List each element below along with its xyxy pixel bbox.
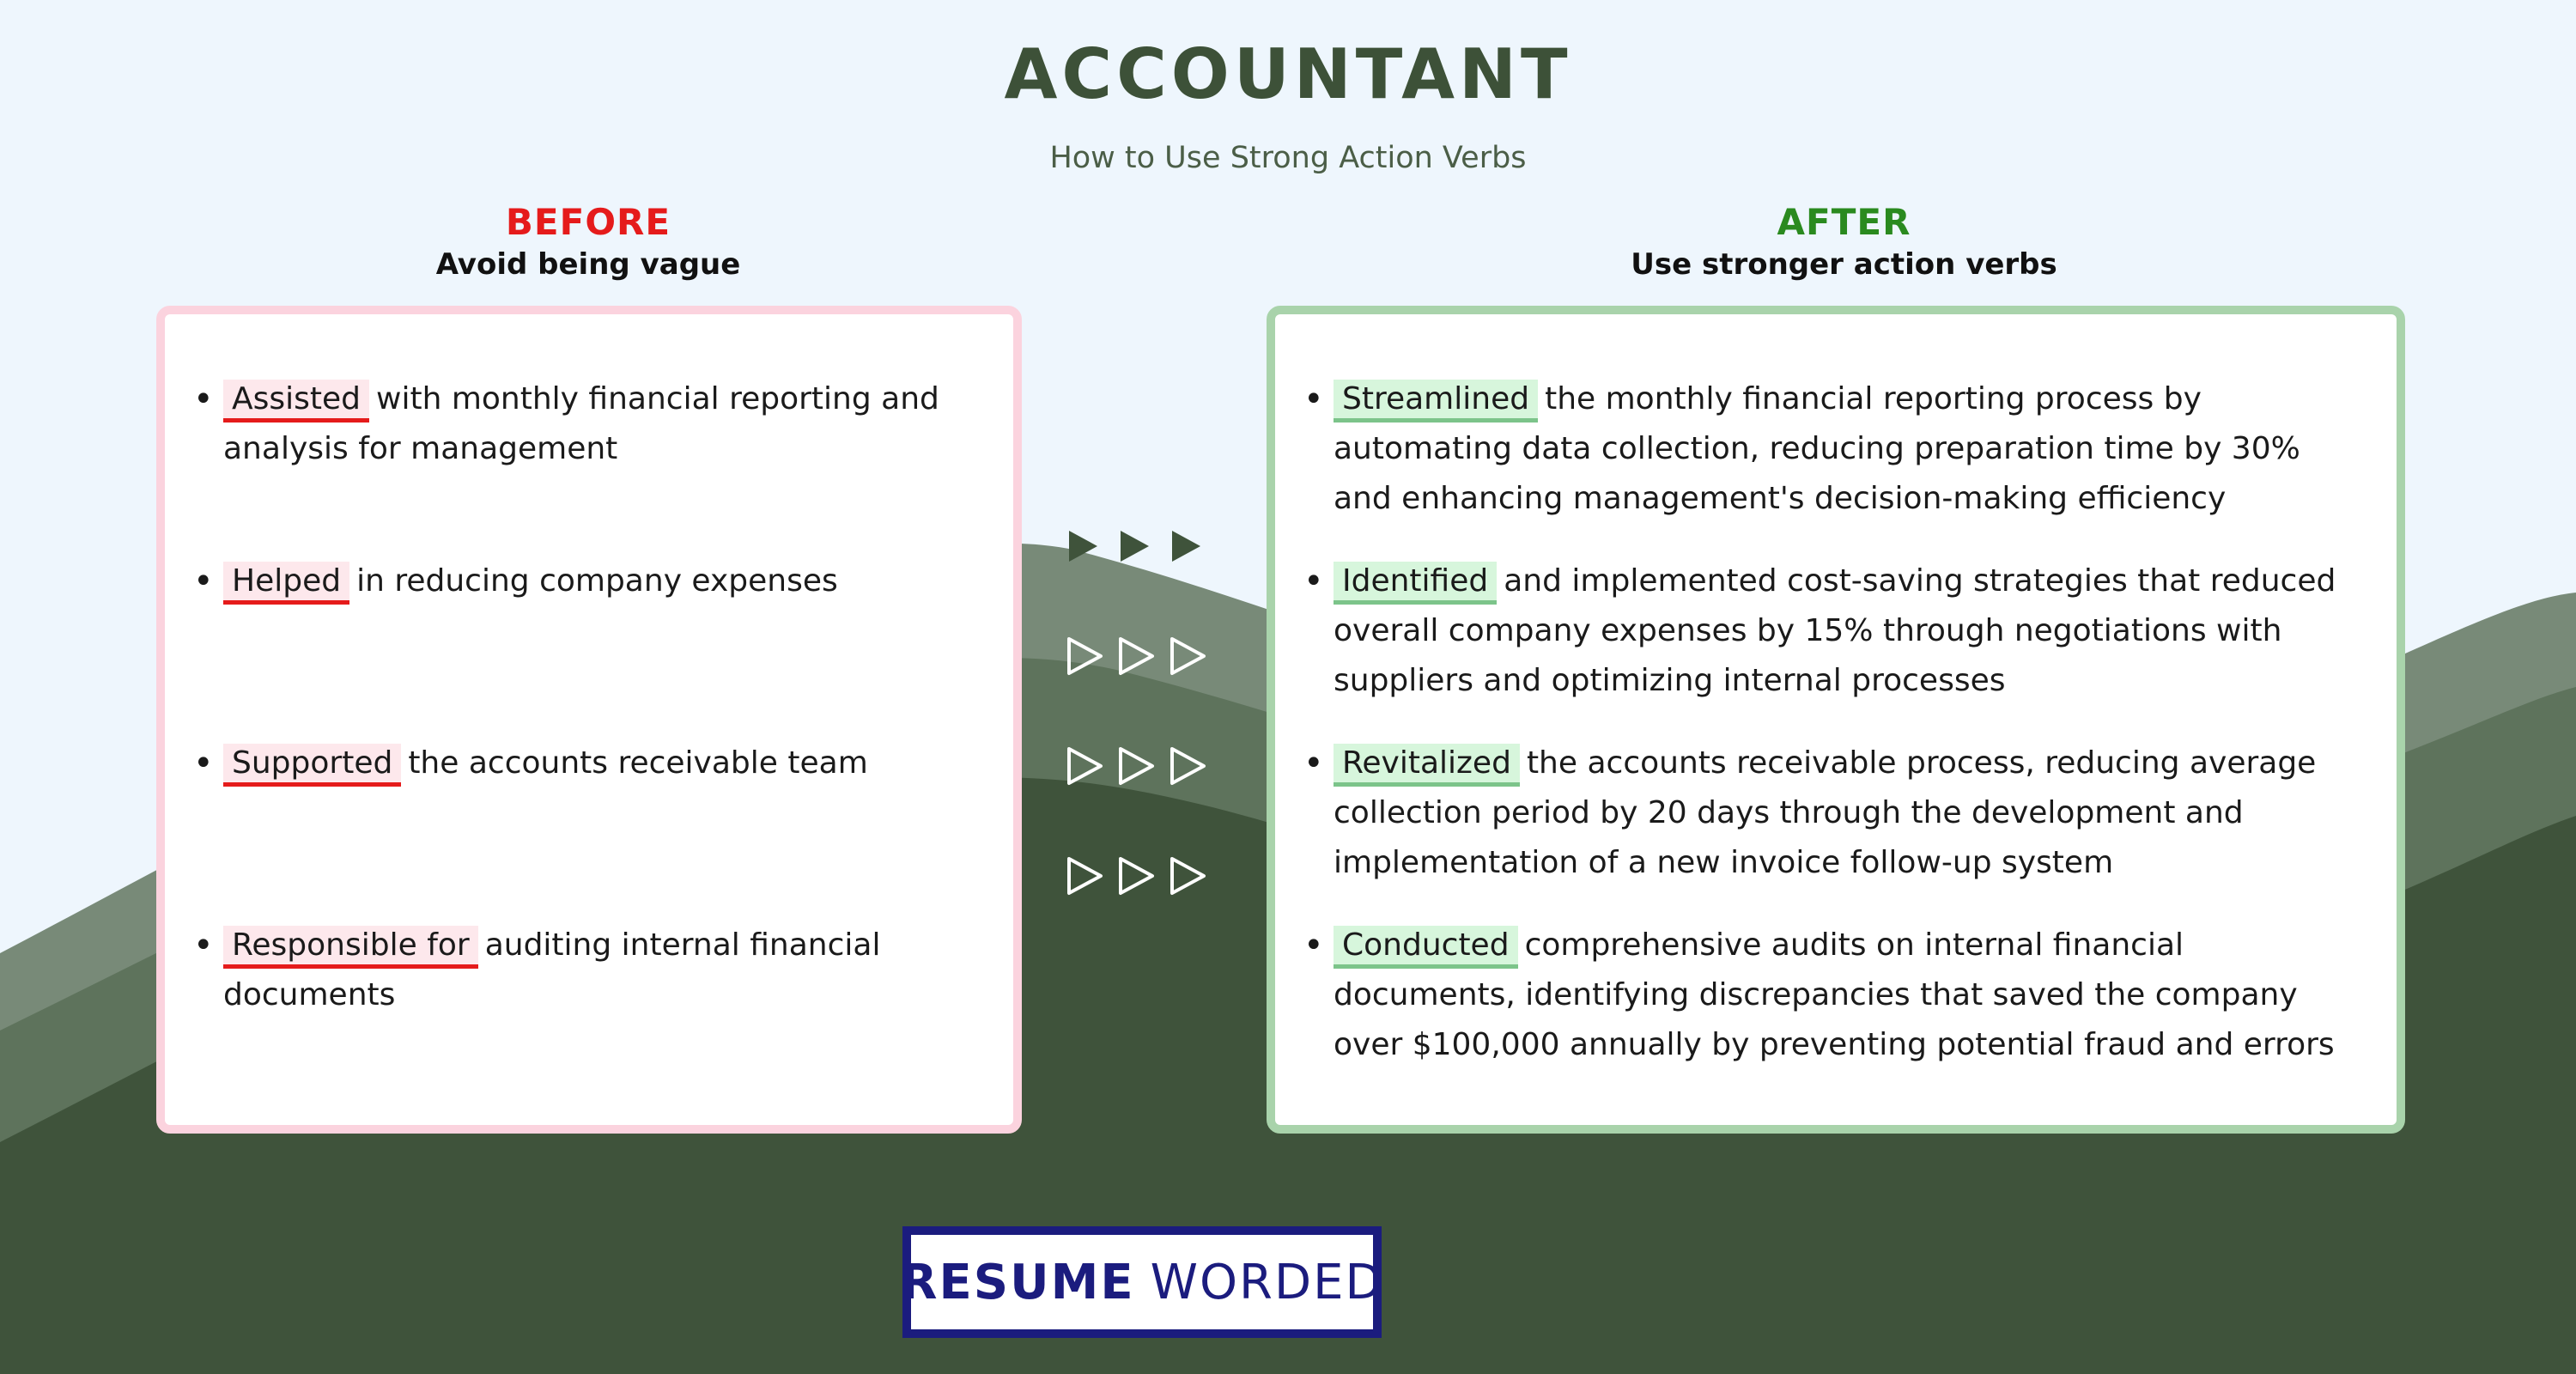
- item-text: in reducing company expenses: [356, 563, 838, 599]
- play-arrow-outline-icon: [1069, 859, 1204, 893]
- after-card: [1267, 306, 2405, 1134]
- before-subtitle: Avoid being vague: [435, 247, 741, 282]
- strong-verb: Conducted: [1334, 926, 1518, 969]
- bullet-icon: •: [193, 562, 214, 601]
- bullet-icon: •: [1303, 562, 1324, 601]
- play-arrow-icon: [1069, 531, 1200, 562]
- strong-verb: Revitalized: [1334, 744, 1520, 787]
- page-title: ACCOUNTANT: [1004, 34, 1572, 114]
- weak-verb: Responsible for: [223, 926, 478, 969]
- item-text: and implemented cost-saving strategies that reduced overall company expenses by 15% through negotiations with suppliers and optimizing internal processes: [1334, 563, 2336, 698]
- page-subtitle: How to Use Strong Action Verbs: [1049, 141, 1527, 175]
- item-text: comprehensive audits on internal financial documents, identifying discrepancies that saved the company over $100,000 annually by preventing potential fraud and errors: [1334, 927, 2335, 1062]
- play-arrow-outline-icon: [1069, 749, 1204, 783]
- before-item: [193, 374, 962, 474]
- after-item: [1303, 921, 2364, 1070]
- weak-verb: Supported: [223, 744, 401, 787]
- item-text: auditing internal financial documents: [223, 927, 881, 1012]
- strong-verb: Identified: [1334, 562, 1497, 605]
- bullet-icon: •: [1303, 926, 1324, 965]
- after-subtitle: Use stronger action verbs: [1631, 247, 2057, 282]
- before-item: [193, 921, 962, 1020]
- resume-worded-logo: [902, 1226, 1382, 1338]
- play-arrow-outline-icon: [1069, 639, 1204, 673]
- before-item: [193, 556, 962, 606]
- bullet-icon: •: [193, 744, 214, 783]
- before-heading: [159, 201, 1018, 283]
- item-text: the accounts receivable team: [408, 745, 868, 781]
- bullet-icon: •: [193, 926, 214, 965]
- strong-verb: Streamlined: [1334, 380, 1538, 423]
- logo-word-resume: RESUME: [900, 1254, 1135, 1310]
- after-tag: AFTER: [1777, 201, 1911, 243]
- weak-verb: Assisted: [223, 380, 369, 423]
- after-item: [1303, 739, 2364, 888]
- after-item: [1303, 556, 2364, 706]
- item-text: the monthly financial reporting process by automating data collection, reducing preparation time by 30% and enhancing management's decision-making efficiency: [1334, 381, 2300, 516]
- bullet-icon: •: [1303, 380, 1324, 419]
- bullet-icon: •: [193, 380, 214, 419]
- item-text: the accounts receivable process, reducing average collection period by 20 days through the development and implementation of a new invoice follow-up system: [1334, 745, 2317, 880]
- bullet-icon: •: [1303, 744, 1324, 783]
- logo-word-worded: WORDED: [1150, 1254, 1384, 1310]
- before-item: [193, 739, 962, 788]
- arrows-group: [1065, 515, 1211, 910]
- before-tag: BEFORE: [505, 201, 671, 243]
- before-card: [156, 306, 1022, 1134]
- after-heading: [1267, 201, 2421, 283]
- after-item: [1303, 374, 2364, 524]
- item-text: with monthly financial reporting and analysis for management: [223, 381, 939, 466]
- weak-verb: Helped: [223, 562, 349, 605]
